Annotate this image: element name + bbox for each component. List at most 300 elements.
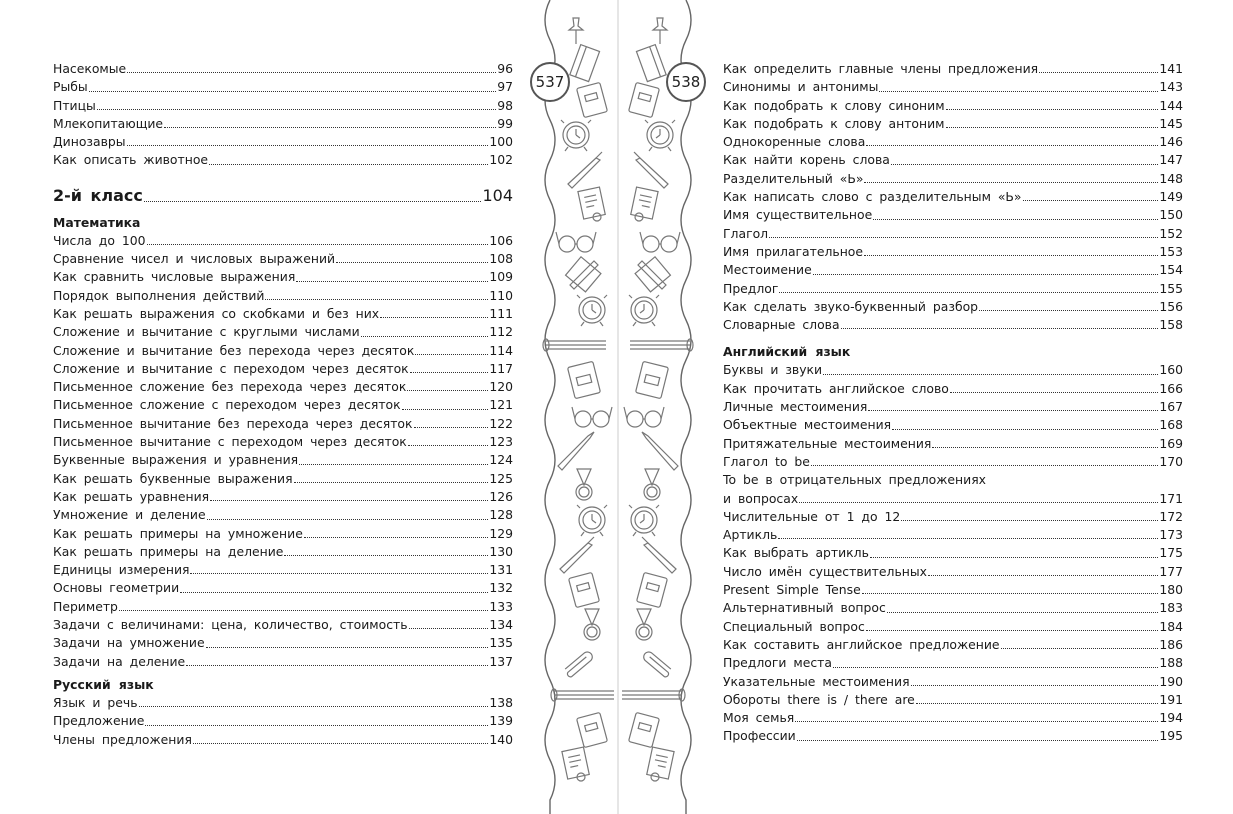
book-icon [570,45,600,82]
toc-entry [723,361,1183,379]
dot-leader [946,127,1159,128]
dot-leader [892,429,1158,430]
pen-icon [560,537,594,573]
toc-entry-title: Альтернативный вопрос [723,600,886,616]
paperclip-icon [643,650,671,678]
toc-entry [723,60,1183,78]
toc-entry-page: 170 [1159,453,1183,469]
toc-entry [53,151,513,169]
dot-leader [928,575,1158,576]
dot-leader [795,721,1158,722]
toc-entry-page: 146 [1159,134,1183,150]
toc-entry [723,490,1183,508]
toc-entry-title: Язык и речь [53,694,138,710]
dot-leader [866,145,1158,146]
toc-entry-page: 167 [1159,399,1183,415]
dot-leader [868,410,1158,411]
toc-entry-title: To be в отрицательных предложениях [723,472,986,488]
toc-entry [723,298,1183,316]
toc-left-column [53,60,513,749]
dot-leader [911,685,1159,686]
toc-entry [723,709,1183,727]
toc-entry [723,170,1183,188]
toc-entry-title: Письменное сложение с переходом через десяток [53,397,401,413]
toc-entry [723,243,1183,261]
dot-leader [207,519,489,520]
toc-entry-title: Сравнение чисел и числовых выражений [53,251,336,267]
toc-entry-page: 191 [1159,691,1183,707]
toc-entry [53,451,513,469]
toc-entry-page: 195 [1159,728,1183,744]
pencil-stack-icon [630,339,693,351]
toc-entry-page: 123 [489,434,513,450]
pushpin-icon [569,18,583,44]
toc-entry-title: Динозавры [53,134,126,150]
page-number-left-text: 537 [535,73,565,91]
toc-entry-title: Как решать примеры на деление [53,543,284,559]
toc-entry [53,97,513,115]
toc-entry-page: 128 [489,507,513,523]
dot-leader [336,262,488,263]
toc-entry [723,673,1183,691]
toc-entry-page: 154 [1159,262,1183,278]
toc-entry-page: 188 [1159,655,1183,671]
dot-leader [887,612,1159,613]
toc-entry-page: 124 [489,452,513,468]
toc-entry-title: Имя прилагательное [723,243,864,259]
toc-entry-page: 160 [1159,362,1183,378]
toc-entry-page: 96 [497,61,513,76]
toc-entry [53,60,513,78]
toc-entry-page: 135 [489,635,513,651]
dot-leader [823,374,1158,375]
toc-entry-title: Как сравнить числовые выражения [53,269,296,285]
toc-entry-page: 110 [489,287,513,303]
toc-entry [53,287,513,305]
toc-entry-title: Специальный вопрос [723,618,865,634]
dot-leader [210,500,488,501]
dot-leader [408,445,489,446]
toc-entry [53,415,513,433]
toc-entry-page: 147 [1159,152,1183,168]
page-number-right [666,62,706,102]
toc-entry-page: 148 [1159,170,1183,186]
toc-entry [53,250,513,268]
toc-entry-page: 149 [1159,189,1183,205]
toc-entry-title: Птицы [53,97,96,113]
toc-entry [53,525,513,543]
section-heading-russian: Русский язык [53,676,154,692]
dot-leader [870,557,1158,558]
dot-leader [862,593,1159,594]
toc-entry [723,280,1183,298]
dot-leader [119,610,488,611]
toc-entry-page: 104 [482,185,513,205]
dot-leader [147,244,489,245]
decorative-divider-strip [528,0,708,814]
toc-entry [53,470,513,488]
toc-entry [723,727,1183,745]
toc-entry-title: Как прочитать английское слово [723,380,949,396]
toc-entry [53,378,513,396]
alarm-clock-icon [629,505,659,536]
notebook-icon [569,572,600,607]
planner-icon [636,361,669,398]
dot-leader [145,725,488,726]
toc-entry [53,396,513,414]
toc-entry [53,731,513,749]
toc-entry-page: 177 [1159,563,1183,579]
toc-entry [53,305,513,323]
toc-entry [53,323,513,341]
toc-entry [53,360,513,378]
toc-entry-title: Задачи с величинами: цена, количество, стоимость [53,617,408,633]
toc-entry-page: 120 [489,379,513,395]
toc-entry-page: 98 [497,97,513,113]
glasses-icon [556,232,596,252]
wavy-border-left [545,0,555,814]
diploma-icon [578,187,605,221]
toc-entry [53,653,513,671]
notebook-icon [577,712,608,747]
pencil-notepad-icon [635,257,670,292]
toc-entry-page: 144 [1159,97,1183,113]
toc-entry-title: Артикль [723,527,778,543]
toc-entry [53,115,513,133]
dot-leader [409,628,489,629]
toc-entry-title: Предлоги места [723,655,832,671]
dot-leader [415,354,488,355]
alarm-clock-icon [629,295,659,326]
toc-entry-page: 97 [497,79,513,95]
dot-leader [779,292,1158,293]
toc-entry-title: Основы геометрии [53,580,180,596]
toc-entry-title: Синонимы и антонимы [723,79,879,95]
toc-entry-title: Разделительный «Ь» [723,170,864,186]
pushpin-icon [653,18,667,44]
toc-entry-page: 184 [1159,618,1183,634]
toc-entry [723,636,1183,654]
toc-entry-page: 175 [1159,545,1183,561]
dot-leader [873,219,1158,220]
toc-entry [723,599,1183,617]
toc-entry-title: 2-й класс [53,185,143,205]
dot-leader [891,164,1158,165]
toc-entry-title: Словарные слова [723,317,840,333]
toc-entry [53,342,513,360]
alarm-clock-icon [561,120,591,151]
dot-leader [186,665,488,666]
toc-entry-page: 109 [489,269,513,285]
toc-entry-title: Местоимение [723,262,812,278]
toc-entry-page: 133 [489,598,513,614]
toc-entry-page: 106 [489,232,513,248]
dot-leader [139,706,489,707]
toc-entry-page: 150 [1159,207,1183,223]
dot-leader [294,482,489,483]
dot-leader [946,109,1159,110]
toc-entry [53,579,513,597]
toc-entry-title: Как найти корень слова [723,152,890,168]
toc-entry [53,133,513,151]
toc-entry-page: 102 [489,152,513,168]
toc-entry-title: Письменное вычитание без перехода через десяток [53,415,413,431]
dot-leader [932,447,1158,448]
toc-entry [53,488,513,506]
toc-entry [723,398,1183,416]
notebook-icon [577,82,608,117]
toc-entry [53,543,513,561]
dot-leader [193,743,488,744]
toc-entry-page: 180 [1159,582,1183,598]
toc-entry-title: Как решать выражения со скобками и без них [53,305,380,321]
glasses-icon [624,407,664,427]
toc-entry-page: 108 [489,251,513,267]
toc-entry [53,268,513,286]
toc-entry [723,78,1183,96]
toc-entry [53,616,513,634]
toc-entry-page: 122 [489,415,513,431]
toc-entry-page: 152 [1159,225,1183,241]
toc-entry-page: 126 [489,488,513,504]
notebook-icon [629,82,660,117]
toc-entry-title: Как определить главные члены предложения [723,61,1039,76]
dot-leader [414,427,489,428]
toc-entry-page: 143 [1159,79,1183,95]
dot-leader [879,91,1158,92]
section-heading-english: Английский язык [723,344,851,360]
dot-leader [901,520,1158,521]
wavy-border-right [681,0,691,814]
toc-entry [53,232,513,250]
dot-leader [209,164,488,165]
dot-leader [866,630,1159,631]
dot-leader [979,310,1158,311]
pen-icon [568,152,602,188]
dot-leader [380,317,488,318]
toc-entry-page: 111 [489,305,513,321]
toc-entry [723,453,1183,471]
dot-leader [407,390,488,391]
dot-leader [164,127,496,128]
toc-entry [723,380,1183,398]
toc-entry-page: 172 [1159,508,1183,524]
toc-entry [723,261,1183,279]
toc-entry-page: 166 [1159,380,1183,396]
toc-entry-page: 99 [497,115,513,131]
toc-entry [723,151,1183,169]
toc-entry-title: Задачи на деление [53,653,186,669]
toc-entry-title: Единицы измерения [53,562,190,578]
dot-leader [284,555,488,556]
diploma-icon [647,747,674,781]
toc-entry-title: Насекомые [53,61,127,76]
toc-entry-title: Обороты there is / there are [723,691,915,707]
dot-leader [916,703,1159,704]
toc-entry-page: 130 [489,543,513,559]
pencil-stack-icon [622,689,685,701]
toc-entry-title: Сложение и вычитание без перехода через десяток [53,342,415,358]
notebook-icon [637,572,668,607]
grade-heading [53,183,513,209]
medal-icon [576,469,592,500]
toc-entry [53,561,513,579]
toc-entry-page: 171 [1159,490,1183,506]
dot-leader [402,409,489,410]
dot-leader [1001,648,1159,649]
toc-entry-title: Глагол to be [723,453,810,469]
toc-entry [723,526,1183,544]
toc-entry-page: 190 [1159,673,1183,689]
toc-entry-page: 158 [1159,317,1183,333]
dot-leader [813,274,1159,275]
toc-entry-page: 125 [489,470,513,486]
toc-entry-page: 145 [1159,115,1183,131]
toc-entry [723,508,1183,526]
toc-entry [53,694,513,712]
alarm-clock-icon [645,120,675,151]
page-number-left [530,62,570,102]
toc-entry [53,634,513,652]
toc-entry-title: Указательные местоимения [723,673,910,689]
toc-entry-page: 169 [1159,435,1183,451]
dot-leader [127,145,489,146]
toc-entry-title: Как написать слово с разделительным «Ь» [723,189,1022,205]
toc-entry-page: 134 [489,617,513,633]
toc-entry-page: 140 [489,731,513,747]
dot-leader [144,201,482,202]
toc-entry-title: Как решать примеры на умножение [53,525,303,541]
toc-entry [723,97,1183,115]
pencil-icon [558,432,594,470]
alarm-clock-icon [577,505,607,536]
dot-leader [1039,72,1158,73]
toc-entry-title: Сложение и вычитание с круглыми числами [53,324,360,340]
alarm-clock-icon [577,295,607,326]
toc-entry-title: Сложение и вычитание с переходом через десяток [53,360,409,376]
glasses-icon [640,232,680,252]
toc-entry [723,618,1183,636]
dot-leader [304,537,489,538]
toc-entry-page: 168 [1159,417,1183,433]
toc-entry [723,206,1183,224]
toc-entry-title: Глагол [723,225,769,241]
section-heading-math: Математика [53,214,141,230]
toc-entry [723,316,1183,334]
dot-leader [797,740,1159,741]
toc-entry [53,506,513,524]
toc-entry-page: 186 [1159,636,1183,652]
dot-leader [864,182,1158,183]
toc-entry-title: Периметр [53,598,118,614]
book-icon [636,45,666,82]
toc-entry [53,598,513,616]
toc-entry-page: 117 [489,360,513,376]
toc-entry-title: Как решать буквенные выражения [53,470,293,486]
toc-entry-title: Профессии [723,728,796,744]
dot-leader [1023,200,1159,201]
toc-entry-title: Письменное сложение без перехода через десяток [53,379,407,395]
toc-entry [723,563,1183,581]
toc-entry-page: 121 [489,397,513,413]
dot-leader [769,237,1158,238]
dot-leader [841,328,1159,329]
toc-entry [723,115,1183,133]
dot-leader [811,465,1158,466]
dot-leader [97,109,496,110]
pencil-stack-icon [551,689,614,701]
toc-entry [723,416,1183,434]
toc-entry-title: и вопросах [723,490,799,506]
dot-leader [296,281,488,282]
pen-icon [642,537,676,573]
toc-entry-page: 153 [1159,243,1183,259]
dot-leader [180,592,488,593]
toc-entry-title: Числительные от 1 до 12 [723,508,901,524]
diploma-icon [562,747,589,781]
toc-entry-page: 141 [1159,61,1183,76]
toc-entry [723,188,1183,206]
dot-leader [206,647,489,648]
toc-entry-title: Задачи на умножение [53,635,205,651]
toc-entry [723,471,1183,489]
toc-entry-page: 129 [489,525,513,541]
toc-entry-page: 114 [489,342,513,358]
toc-entry-title: Рыбы [53,79,88,95]
dot-leader [127,72,496,73]
toc-entry [723,133,1183,151]
dot-leader [361,336,489,337]
medal-icon [584,609,600,640]
dot-leader [778,538,1158,539]
diploma-icon [631,187,658,221]
glasses-icon [572,407,612,427]
toc-entry [53,78,513,96]
toc-entry-title: Притяжательные местоимения [723,435,932,451]
dot-leader [265,299,488,300]
toc-right-column [723,60,1183,746]
toc-entry-page: 112 [489,324,513,340]
pencil-notepad-icon [566,257,601,292]
dot-leader [799,502,1158,503]
toc-entry-page: 138 [489,694,513,710]
toc-entry-title: Моя семья [723,710,795,726]
toc-entry-title: Как сделать звуко-буквенный разбор [723,298,979,314]
planner-icon [568,361,601,398]
dot-leader [950,392,1158,393]
toc-entry-page: 155 [1159,280,1183,296]
toc-entry-page: 173 [1159,527,1183,543]
toc-entry-title: Как выбрать артикль [723,545,869,561]
toc-entry-page: 139 [489,713,513,729]
toc-entry [723,581,1183,599]
toc-entry-title: Предложение [53,713,145,729]
toc-entry [723,654,1183,672]
dot-leader [833,667,1158,668]
dot-leader [410,372,489,373]
page-number-right-text: 538 [671,73,701,91]
toc-entry-title: Члены предложения [53,731,192,747]
toc-entry-title: Present Simple Tense [723,582,861,598]
toc-entry-title: Порядок выполнения действий [53,287,265,303]
toc-entry-title: Личные местоимения [723,399,868,415]
toc-entry-page: 132 [489,580,513,596]
toc-entry-title: Как подобрать к слову антоним [723,115,945,131]
dot-leader [299,464,488,465]
toc-entry [723,225,1183,243]
toc-entry-page: 131 [489,562,513,578]
pencil-stack-icon [543,339,606,351]
